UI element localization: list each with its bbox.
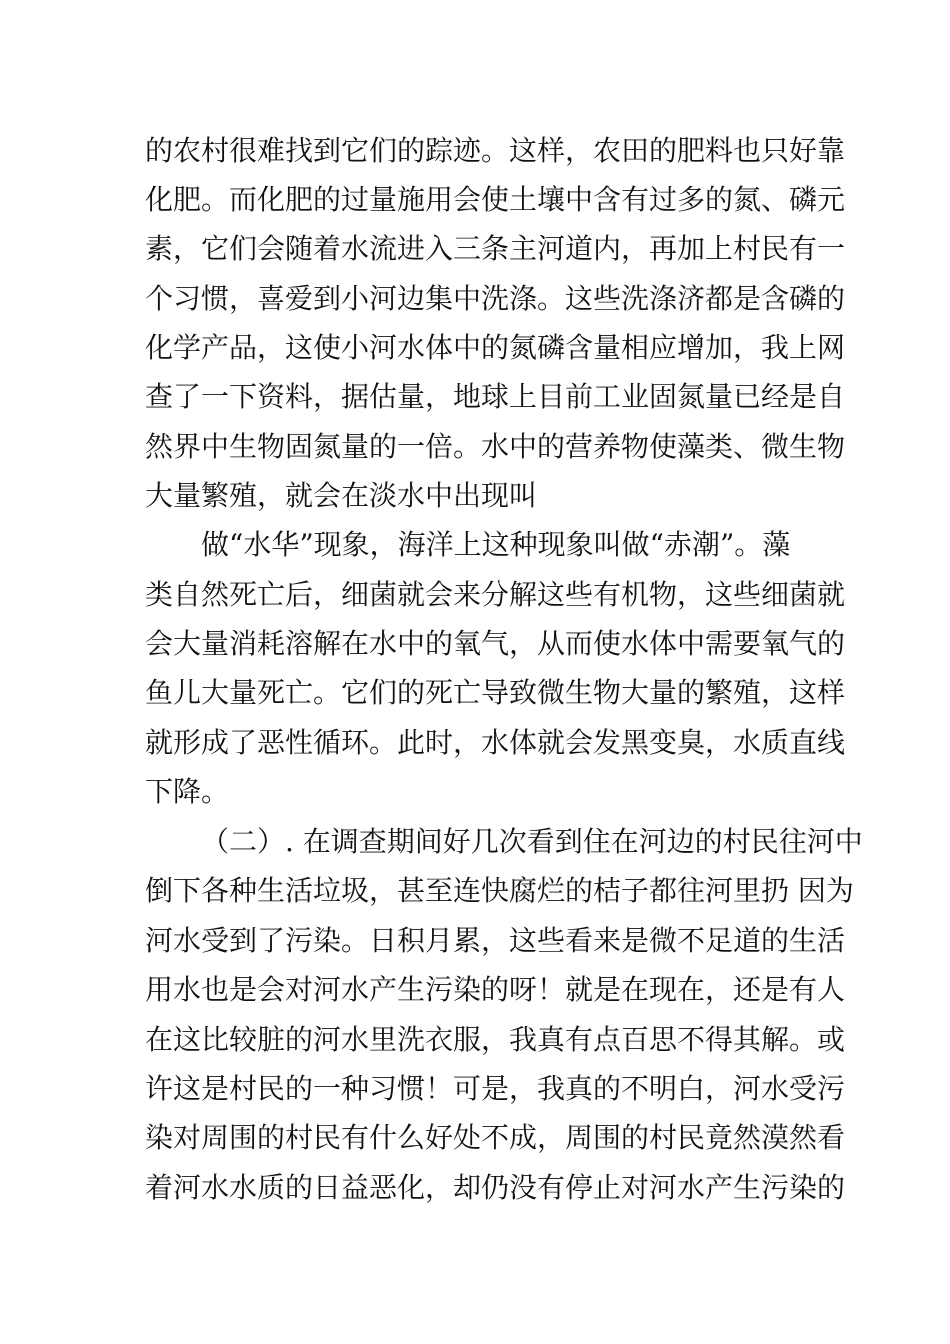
- text-line: 的农村很难找到它们的踪迹。这样，农田的肥料也只好靠: [145, 134, 846, 167]
- paragraph-start-line: 做“水华”现象，海洋上这种现象叫做“赤潮”。藻: [201, 528, 791, 561]
- text-line: 在这比较脏的河水里洗衣服，我真有点百思不得其解。或: [145, 1023, 846, 1056]
- text-line: 染对周围的村民有什么好处不成，周围的村民竟然漠然看: [145, 1121, 846, 1154]
- text-line: 化肥。而化肥的过量施用会使土壤中含有过多的氮、磷元: [145, 183, 846, 216]
- text-line: 鱼儿大量死亡。它们的死亡导致微生物大量的繁殖，这样: [145, 676, 846, 709]
- text-line: 许这是村民的一种习惯！可是，我真的不明白，河水受污: [145, 1072, 846, 1105]
- text-line: 倒下各种生活垃圾，甚至连快腐烂的桔子都往河里扔 因为: [145, 874, 854, 907]
- text-line: 素，它们会随着水流进入三条主河道内，再加上村民有一: [145, 232, 846, 265]
- text-line: 河水受到了污染。日积月累，这些看来是微不足道的生活: [145, 924, 846, 957]
- text-line: 大量繁殖，就会在淡水中出现叫: [145, 479, 538, 512]
- text-line: 下降。: [145, 775, 230, 808]
- text-line: 就形成了恶性循环。此时，水体就会发黑变臭，水质直线: [145, 726, 846, 759]
- paragraph-start-line: （二）. 在调查期间好几次看到住在河边的村民往河中: [201, 825, 863, 858]
- text-line: 用水也是会对河水产生污染的呀！就是在现在，还是有人: [145, 973, 846, 1006]
- text-line: 类自然死亡后，细菌就会来分解这些有机物，这些细菌就: [145, 578, 846, 611]
- text-line: 查了一下资料，据估量，地球上目前工业固氮量已经是自: [145, 380, 846, 413]
- text-line: 个习惯，喜爱到小河边集中洗涤。这些洗涤济都是含磷的: [145, 282, 846, 315]
- text-line: 着河水水质的日益恶化，却仍没有停止对河水产生污染的: [145, 1171, 846, 1204]
- text-line: 会大量消耗溶解在水中的氧气，从而使水体中需要氧气的: [145, 627, 846, 660]
- text-line: 然界中生物固氮量的一倍。水中的营养物使藻类、微生物: [145, 430, 846, 463]
- text-line: 化学产品，这使小河水体中的氮磷含量相应增加，我上网: [145, 331, 846, 364]
